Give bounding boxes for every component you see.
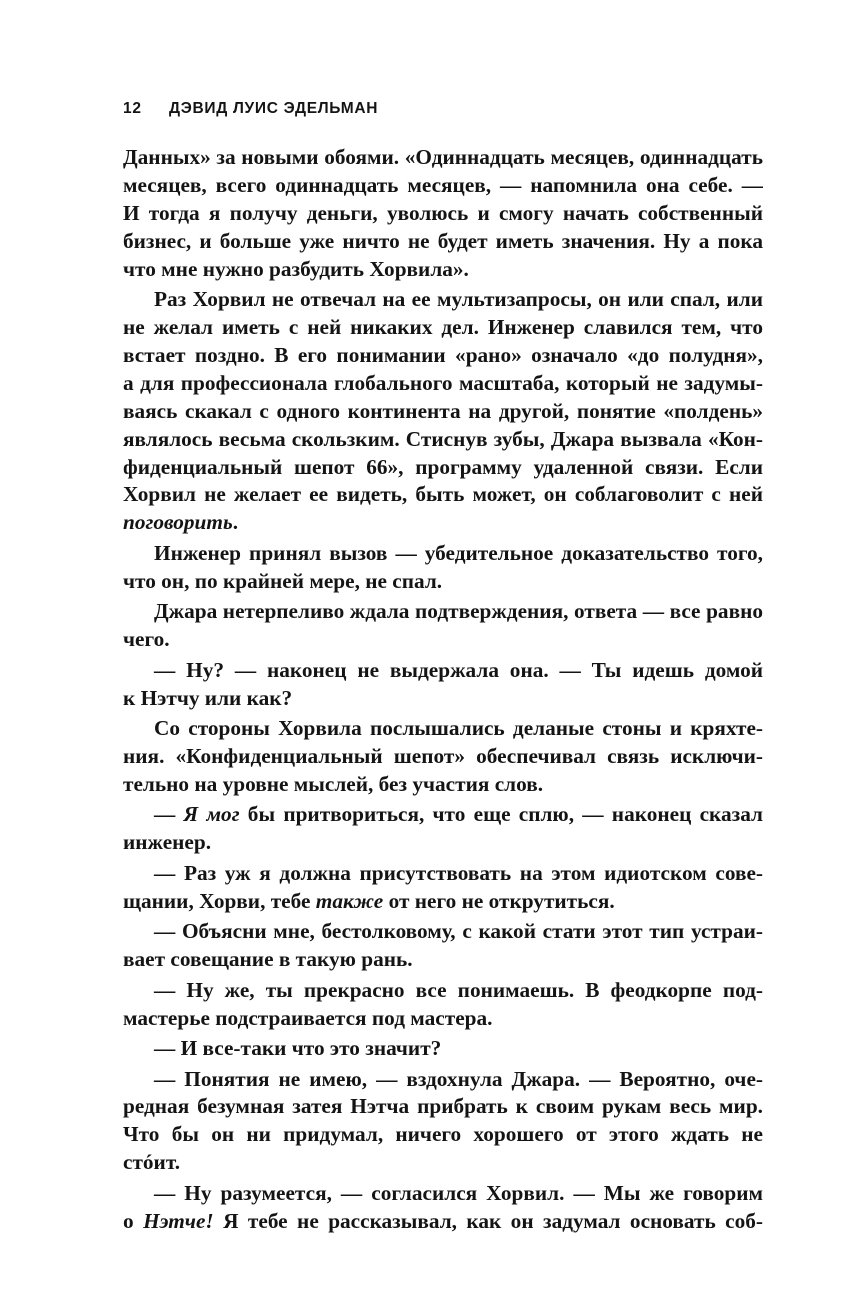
- text-line: поговорить.: [123, 510, 239, 535]
- text-line: месяцев, всего одиннадцать месяцев, — напомнила она себе. —: [123, 172, 763, 197]
- text-line: — Ну? — наконец не выдержала она. — Ты идешь домой: [154, 657, 763, 682]
- italic-emphasis: Я мог: [183, 802, 240, 827]
- running-header: [123, 100, 763, 118]
- text-line: щании, Хорви, тебе также от него не открутиться.: [123, 888, 615, 913]
- text-line: ния. «Конфиденциальный шепот» обеспечивал связь исключи-: [123, 744, 763, 768]
- text-line: Что бы он ни придумал, ничего хорошего от этого ждать не: [123, 1122, 763, 1147]
- text-line: Джара нетерпеливо ждала подтверждения, ответа — все равно: [154, 599, 763, 624]
- text-line: стóит.: [123, 1150, 181, 1175]
- text-line: — Ну же, ты прекрасно все понимаешь. В феодкорпе под-: [154, 977, 763, 1002]
- text-line: Хорвил не желает ее видеть, быть может, он соблаговолит с ней: [123, 482, 763, 507]
- text-line: что мне нужно разбудить Хорвила».: [123, 256, 469, 281]
- text-line: чего.: [123, 627, 170, 652]
- text-line: являлось весьма скользким. Стиснув зубы, Джара вызвала «Кон-: [123, 426, 763, 451]
- text-line: к Нэтчу или как?: [123, 685, 293, 710]
- text-line: — И все-таки что это значит?: [154, 1036, 442, 1061]
- text-line: Со стороны Хорвила послышались деланые стоны и кряхте-: [154, 716, 763, 741]
- text-line: не желал иметь с ней никаких дел. Инженер славился тем, что: [123, 315, 763, 340]
- text-line: бизнес, и больше уже ничто не будет иметь значения. Ну а пока: [123, 228, 763, 253]
- italic-emphasis: Нэтче!: [143, 1208, 214, 1233]
- text-line: — Объясни мне, бестолковому, с какой стати этот тип устраи-: [154, 919, 763, 944]
- text-line: Инженер принял вызов — убедительное доказательство того,: [154, 540, 763, 565]
- body-text: [123, 144, 763, 1236]
- text-line: что он, по крайней мере, не спал.: [123, 568, 443, 593]
- text-line: встает поздно. В его понимании «рано» означало «до полудня»,: [123, 342, 763, 367]
- text-line: И тогда я получу деньги, уволюсь и смогу начать собственный: [123, 200, 763, 225]
- text-line: ваясь скакал с одного континента на другой, понятие «полдень»: [123, 398, 763, 423]
- italic-emphasis: поговорить: [123, 510, 233, 535]
- text-line: фиденциальный шепот 66», программу удаленной связи. Если: [123, 454, 763, 479]
- text-line: мастерье подстраивается под мастера.: [123, 1005, 493, 1030]
- text-line: о Нэтче! Я тебе не рассказывал, как он задумал основать соб-: [123, 1208, 763, 1233]
- text-line: редная безумная затея Нэтча прибрать к своим рукам весь мир.: [123, 1094, 763, 1119]
- text-line: а для профессионала глобального масштаба, который не задумы-: [123, 370, 763, 395]
- text-line: — Я мог бы притвориться, что еще сплю, — наконец сказал: [154, 802, 763, 827]
- page-number: 12: [123, 100, 142, 117]
- running-title: ДЭВИД ЛУИС ЭДЕЛЬМАН: [169, 100, 379, 117]
- text-line: — Ну разумеется, — согласился Хорвил. — Мы же говорим: [154, 1180, 763, 1205]
- text-line: Раз Хорвил не отвечал на ее мультизапросы, он или спал, или: [154, 287, 763, 312]
- italic-emphasis: также: [315, 888, 384, 913]
- text-line: Данных» за новыми обоями. «Одиннадцать месяцев, одиннадцать: [123, 145, 763, 169]
- text-line: — Раз уж я должна присутствовать на этом идиотском сове-: [154, 860, 763, 885]
- text-line: инженер.: [123, 830, 212, 855]
- text-line: тельно на уровне мыслей, без участия слов.: [123, 771, 544, 796]
- text-line: вает совещание в такую рань.: [123, 947, 413, 972]
- text-line: — Понятия не имею, — вздохнула Джара. — Вероятно, оче-: [154, 1066, 763, 1091]
